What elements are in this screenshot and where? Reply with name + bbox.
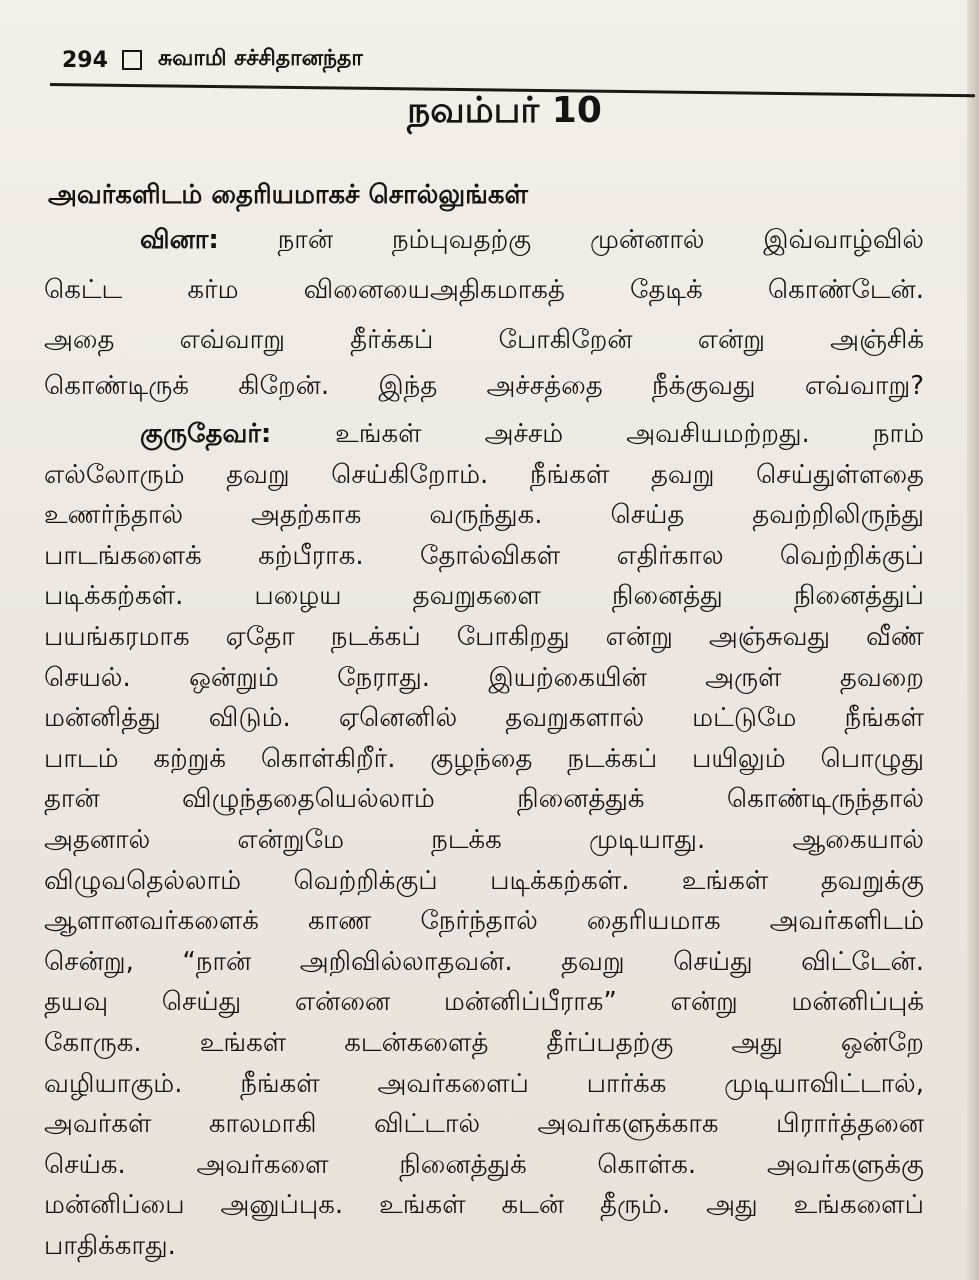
answer-line-20: மன்னிப்பை அனுப்புக. உங்கள் கடன் தீரும். அது உங்களைப் xyxy=(44,1190,924,1220)
answer-line-8: மன்னித்து விடும். ஏனெனில் தவறுகளால் மட்டுமே நீங்கள் xyxy=(44,703,924,733)
square-bullet-icon xyxy=(122,50,142,70)
answer-line-16: கோருக. உங்கள் கடன்களைத் தீர்ப்பதற்கு அது ஒன்றே xyxy=(44,1028,924,1058)
page-edge-shadow xyxy=(967,0,979,1280)
question-line-3: அதை எவ்வாறு தீர்க்கப் போகிறேன் என்று அஞ்சிக் xyxy=(44,325,924,355)
page-number: 294 xyxy=(62,47,108,73)
running-title: சுவாமி சச்சிதானந்தா xyxy=(157,46,363,71)
answer-line-4: பாடங்களைக் கற்பீராக. தோல்விகள் எதிர்கால வெற்றிக்குப் xyxy=(44,541,924,571)
question-line-1 xyxy=(140,222,924,258)
answer-line-5: படிக்கற்கள். பழைய தவறுகளை நினைத்து நினைத்துப் xyxy=(44,581,924,611)
answer-line-1 xyxy=(140,416,924,452)
answer-line-15: தயவு செய்து என்னை மன்னிப்பீராக” என்று மன்னிப்புக் xyxy=(44,987,924,1017)
answer-line-11: அதனால் என்றுமே நடக்க முடியாது. ஆகையால் xyxy=(44,825,924,855)
answer-line-7: செயல். ஒன்றும் நேராது. இயற்கையின் அருள் தவறை xyxy=(44,663,924,693)
question-text: நான் நம்புவதற்கு முன்னால் இவ்வாழ்வில் xyxy=(277,225,924,255)
question-speaker: வினா: xyxy=(140,225,219,255)
answer-line-18: அவர்கள் காலமாகி விட்டால் அவர்களுக்காக பிரார்த்தனை xyxy=(44,1109,924,1139)
answer-line-10: தான் விழுந்ததையெல்லாம் நினைத்துக் கொண்டிருந்தால் xyxy=(44,784,924,814)
answer-line-6: பயங்கரமாக ஏதோ நடக்கப் போகிறது என்று அஞ்சுவது வீண் xyxy=(44,622,924,652)
answer-line-13: ஆளானவர்களைக் காண நேர்ந்தால் தைரியமாக அவர்களிடம் xyxy=(44,906,924,936)
answer-line-21: பாதிக்காது. xyxy=(44,1231,176,1261)
date-title: நவம்பர் 10 xyxy=(407,90,602,131)
answer-speaker: குருதேவர்: xyxy=(140,419,336,449)
question-line-4: கொண்டிருக் கிறேன். இந்த அச்சத்தை நீக்குவது எவ்வாறு? xyxy=(44,371,924,401)
question-line-2: கெட்ட கர்ம வினையைஅதிகமாகத் தேடிக் கொண்டேன். xyxy=(44,275,924,305)
answer-line-3: உணர்ந்தால் அதற்காக வருந்துக. செய்த தவற்றிலிருந்து xyxy=(44,500,924,530)
answer-line-14: சென்று, “நான் அறிவில்லாதவன். தவறு செய்து விட்டேன். xyxy=(44,947,924,977)
answer-line-19: செய்க. அவர்களை நினைத்துக் கொள்க. அவர்களுக்கு xyxy=(44,1150,924,1180)
answer-line-9: பாடம் கற்றுக் கொள்கிறீர். குழந்தை நடக்கப் பயிலும் பொழுது xyxy=(44,744,924,774)
page-header xyxy=(62,40,363,80)
section-heading: அவர்களிடம் தைரியமாகச் சொல்லுங்கள் xyxy=(48,180,528,210)
answer-line-17: வழியாகும். நீங்கள் அவர்களைப் பார்க்க முடியாவிட்டால், xyxy=(44,1069,924,1099)
answer-line-12: விழுவதெல்லாம் வெற்றிக்குப் படிக்கற்கள். உங்கள் தவறுக்கு xyxy=(44,866,924,896)
answer-text: உங்கள் அச்சம் அவசியமற்றது. நாம் xyxy=(335,419,925,449)
answer-line-2: எல்லோரும் தவறு செய்கிறோம். நீங்கள் தவறு செய்துள்ளதை xyxy=(44,460,924,490)
